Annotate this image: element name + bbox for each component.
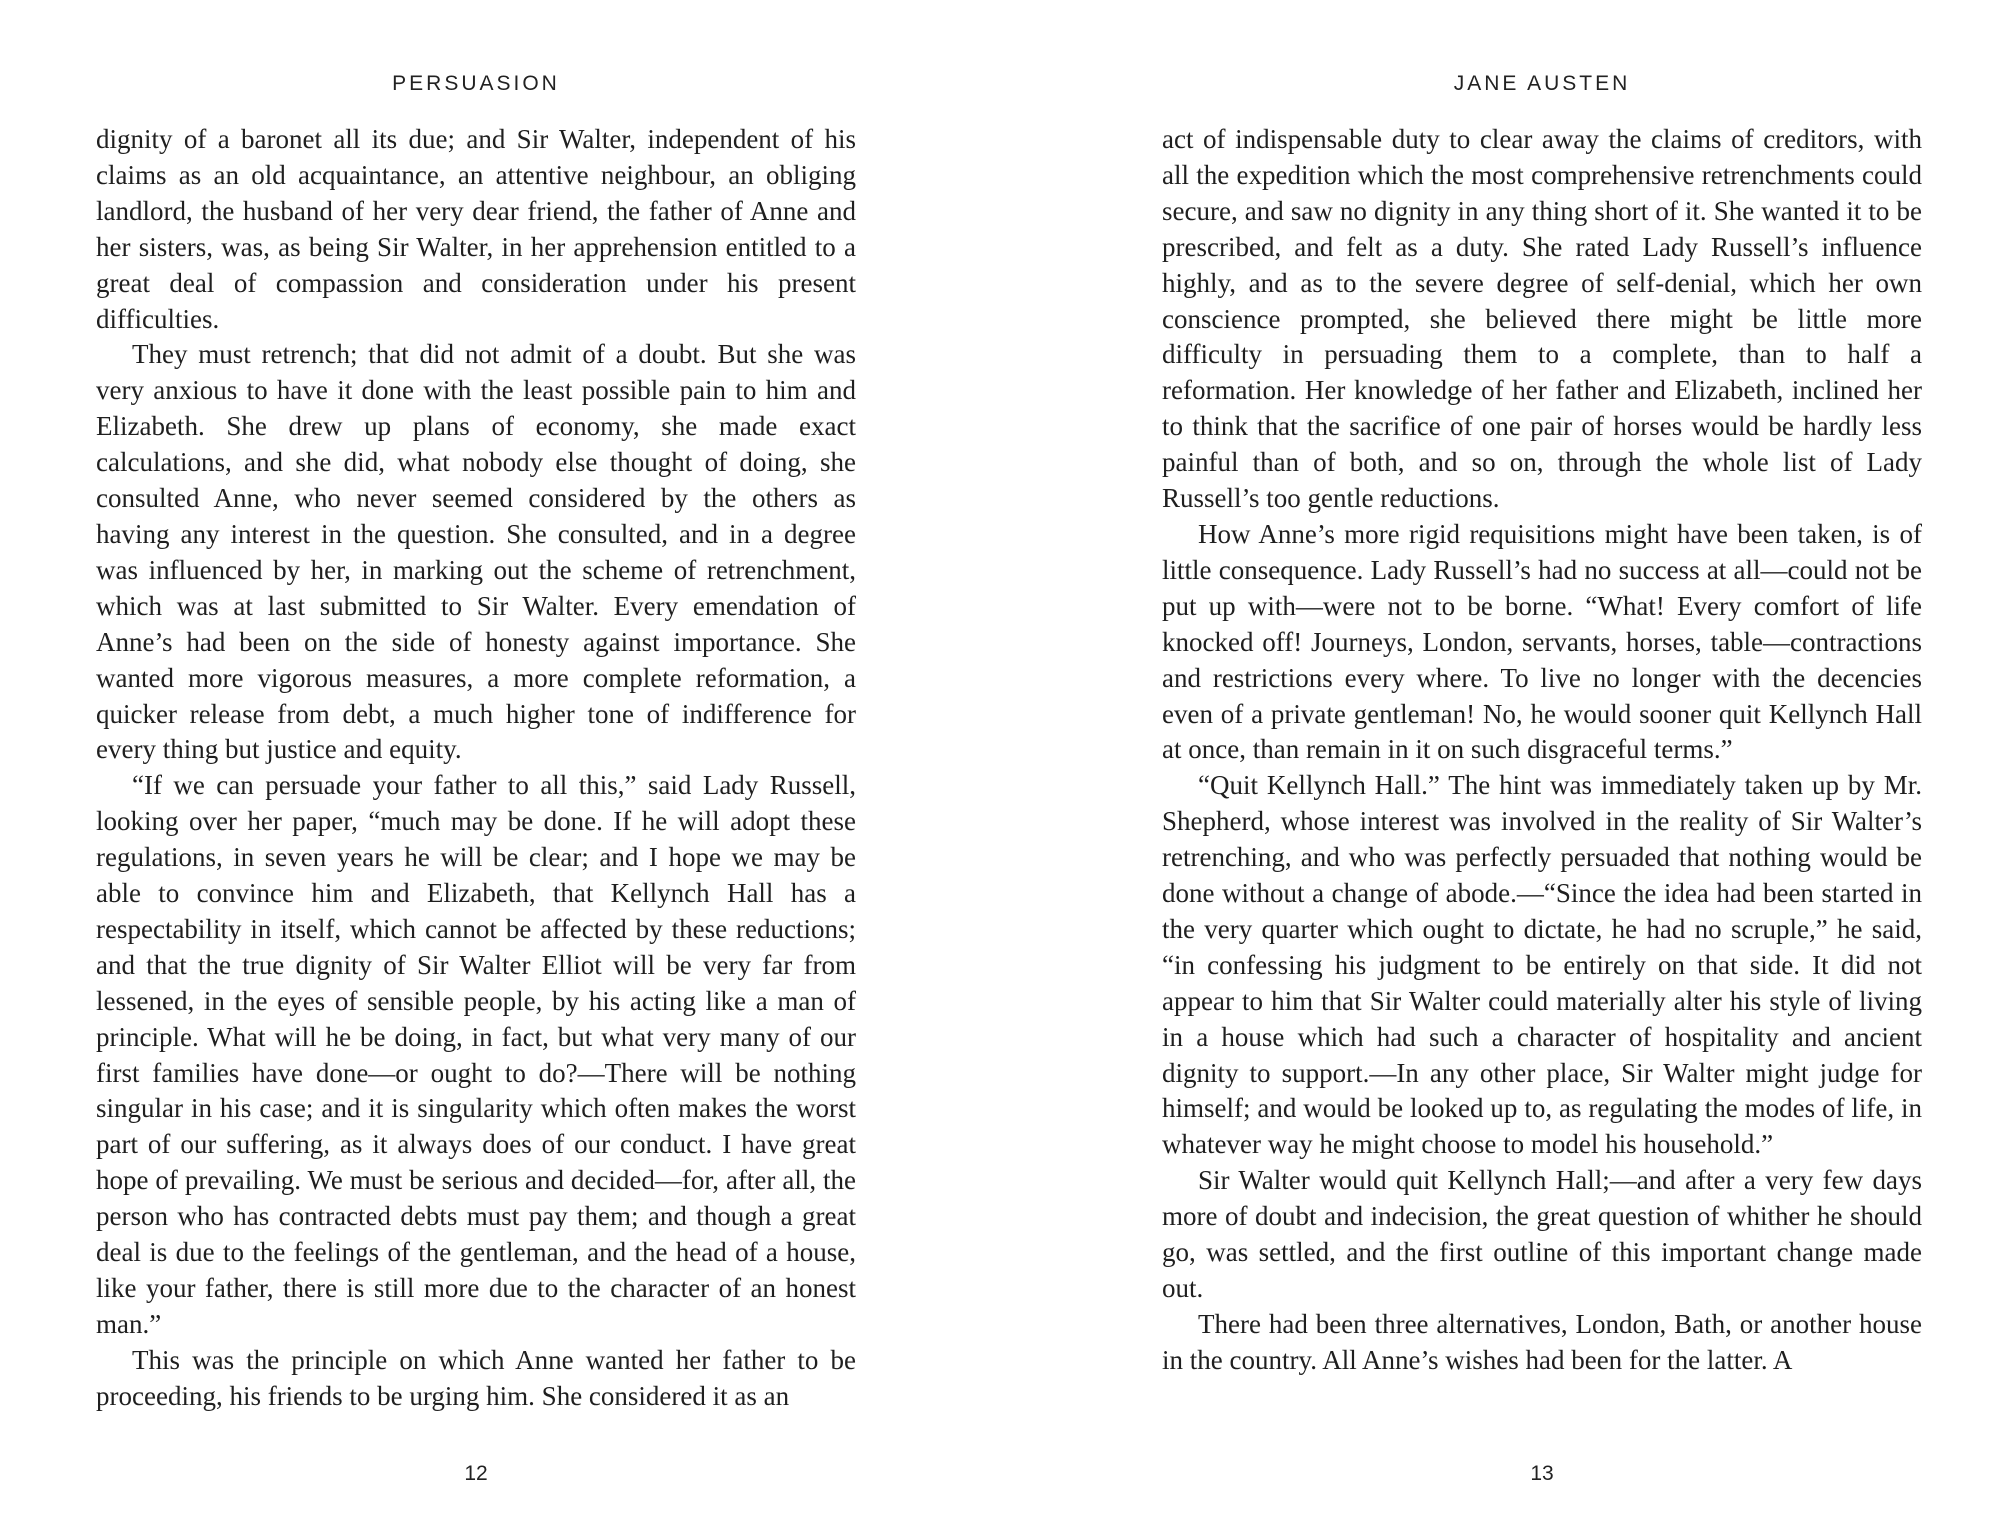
paragraph: “If we can persuade your father to all this,” said Lady Russell, looking over her paper, “much may be done. If he will adopt these regulations, in seven years he will be clear; and I hope we may be able to convince him and Elizabeth, that Kellynch Hall has a respectability in itself, which cannot be affected by these reductions; and that the true dignity of Sir Walter Elliot will be very far from lessened, in the eyes of sensible people, by his acting like a man of principle. What will he be doing, in fact, but what very many of our first families have done—or ought to do?—There will be nothing singular in his case; and it is singularity which often makes the worst part of our suffering, as it always does of our conduct. I have great hope of prevailing. We must be serious and decided—for, after all, the person who has contracted debts must pay them; and though a great deal is due to the feelings of the gentleman, and the head of a house, like your father, there is still more due to the character of an honest man.” [96, 770, 856, 1339]
right-page [1162, 0, 1922, 1524]
page-number: 13 [1530, 1462, 1554, 1485]
paragraph: Sir Walter would quit Kellynch Hall;—and after a very few days more of doubt and indecision, the great question of whither he should go, was settled, and the first outline of this important change made out. [1162, 1165, 1922, 1303]
paragraph: They must retrench; that did not admit of a doubt. But she was very anxious to have it done with the least possible pain to him and Elizabeth. She drew up plans of economy, she made exact calculations, and she did, what nobody else thought of doing, she consulted Anne, who never seemed considered by the others as having any interest in the question. She consulted, and in a degree was influenced by her, in marking out the scheme of retrenchment, which was at last submitted to Sir Walter. Every emendation of Anne’s had been on the side of honesty against importance. She wanted more vigorous measures, a more complete reformation, a quicker release from debt, a much higher tone of indifference for every thing but justice and equity. [96, 339, 856, 765]
left-page [96, 0, 856, 1524]
paragraph: act of indispensable duty to clear away the claims of creditors, with all the expedition which the most comprehensive retrenchments could secure, and saw no dignity in any thing short of it. She wanted it to be prescribed, and felt as a duty. She rated Lady Russell’s influence highly, and as to the severe degree of self-denial, which her own conscience prompted, she believed there might be little more difficulty in persuading them to a complete, than to half a reformation. Her knowledge of her father and Elizabeth, inclined her to think that the sacrifice of one pair of horses would be hardly less painful than of both, and so on, through the whole list of Lady Russell’s too gentle reductions. [1162, 124, 1922, 514]
paragraph: There had been three alternatives, London, Bath, or another house in the country. All Anne’s wishes had been for the latter. A [1162, 1308, 1922, 1375]
right-page-text [1162, 122, 1922, 1379]
paragraph: This was the principle on which Anne wanted her father to be proceeding, his friends to be urging him. She considered it as an [96, 1344, 856, 1411]
paragraph: dignity of a baronet all its due; and Sir Walter, independent of his claims as an old acquaintance, an attentive neighbour, an obliging landlord, the husband of her very dear friend, the father of Anne and her sisters, was, as being Sir Walter, in her apprehension entitled to a great deal of compassion and consideration under his present difficulties. [96, 124, 856, 334]
running-head-title: PERSUASION [392, 72, 560, 95]
page-number: 12 [464, 1462, 488, 1485]
running-head-author: JANE AUSTEN [1453, 72, 1631, 95]
paragraph: How Anne’s more rigid requisitions might have been taken, is of little consequence. Lady Russell’s had no success at all—could not be put up with—were not to be borne. “What! Every comfort of life knocked off! Journeys, London, servants, horses, table—contractions and restrictions every where. To live no longer with the decencies even of a private gentleman! No, he would sooner quit Kellynch Hall at once, than remain in it on such disgraceful terms.” [1162, 518, 1922, 765]
paragraph: “Quit Kellynch Hall.” The hint was immediately taken up by Mr. Shepherd, whose interest was involved in the reality of Sir Walter’s retrenching, and who was perfectly persuaded that nothing would be done without a change of abode.—“Since the idea had been started in the very quarter which ought to dictate, he had no scruple,” he said, “in confessing his judgment to be entirely on that side. It did not appear to him that Sir Walter could materially alter his style of living in a house which had such a character of hospitality and ancient dignity to support.—In any other place, Sir Walter might judge for himself; and would be looked up to, as regulating the modes of life, in whatever way he might choose to model his household.” [1162, 770, 1922, 1160]
left-page-text [96, 122, 856, 1415]
